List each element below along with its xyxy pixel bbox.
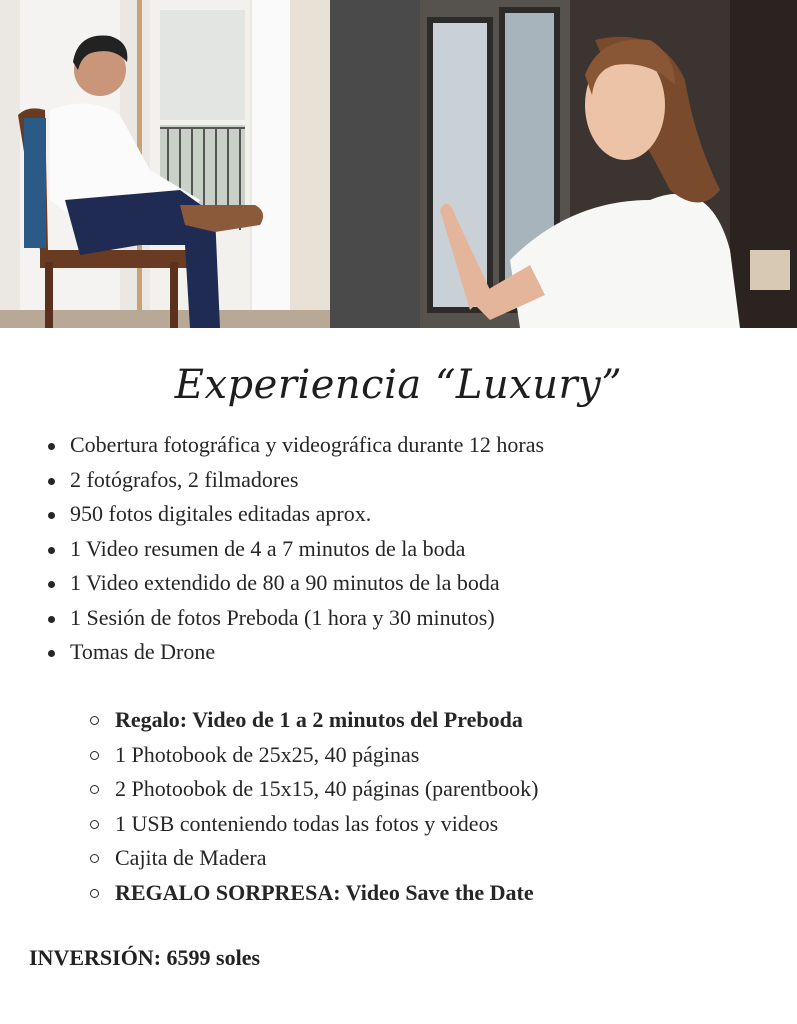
list-item: 1 USB conteniendo todas las fotos y videos [90, 807, 538, 842]
list-item: Cobertura fotográfica y videográfica durante 12 horas [48, 428, 544, 463]
list-item: Regalo: Video de 1 a 2 minutos del Preboda [90, 703, 538, 738]
list-item: 2 Photoobok de 15x15, 40 páginas (parentbook) [90, 772, 538, 807]
photo-strip [0, 0, 797, 328]
list-item: 2 fotógrafos, 2 filmadores [48, 463, 544, 498]
list-item: 1 Sesión de fotos Preboda (1 hora y 30 minutos) [48, 601, 544, 636]
groom-photo [0, 0, 330, 328]
list-item: 1 Photobook de 25x25, 40 páginas [90, 738, 538, 773]
list-item: Cajita de Madera [90, 841, 538, 876]
price-text: INVERSIÓN: 6599 soles [29, 945, 261, 970]
extra-items-list [90, 703, 538, 910]
bride-photo [330, 0, 797, 328]
package-title: Experiencia “Luxury” [174, 362, 623, 408]
list-item: 1 Video resumen de 4 a 7 minutos de la boda [48, 532, 544, 567]
package-items-list [48, 428, 544, 670]
list-item: Tomas de Drone [48, 635, 544, 670]
list-item: 950 fotos digitales editadas aprox. [48, 497, 544, 532]
list-item: REGALO SORPRESA: Video Save the Date [90, 876, 538, 911]
list-item: 1 Video extendido de 80 a 90 minutos de la boda [48, 566, 544, 601]
